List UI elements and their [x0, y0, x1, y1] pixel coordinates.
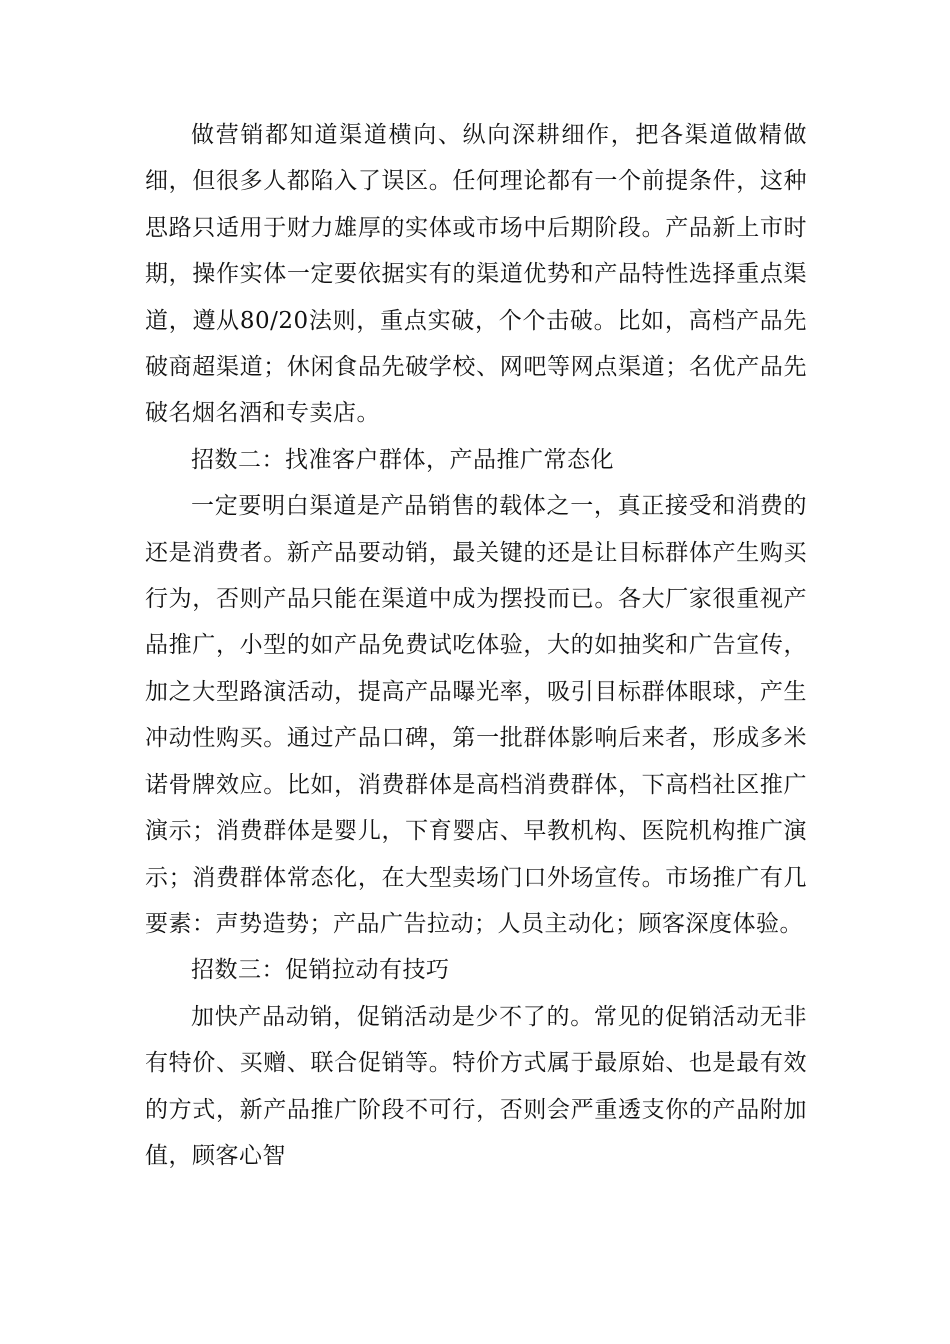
paragraph-target-group: 一定要明白渠道是产品销售的载体之一，真正接受和消费的还是消费者。新产品要动销，最关键的还是让目标群体产生购买行为，否则产品只能在渠道中成为摆投而已。各大厂家很重视产品推广，小型的如产品免费试吃体验，大的如抽奖和广告宣传，加之大型路演活动，提高产品曝光率，吸引目标群体眼球，产生冲动性购买。通过产品口碑，第一批群体影响后来者，形成多米诺骨牌效应。比如，消费群体是高档消费群体，下高档社区推广演示；消费群体是婴儿，下育婴店、早教机构、医院机构推广演示；消费群体常态化，在大型卖场门口外场宣传。市场推广有几要素：声势造势；产品广告拉动；人员主动化；顾客深度体验。 — [145, 493, 807, 937]
section-heading-tactic-three: 招数三：促销拉动有技巧 — [191, 957, 450, 984]
section-heading-tactic-two: 招数二：找准客户群体，产品推广常态化 — [191, 446, 614, 473]
paragraph-channel-focus: 做营销都知道渠道横向、纵向深耕细作，把各渠道做精做细，但很多人都陷入了误区。任何理论都有一个前提条件，这种思路只适用于财力雄厚的实体或市场中后期阶段。产品新上市时期，操作实体一定要依据实有的渠道优势和产品特性选择重点渠道，遵从80/20法则，重点实破，个个击破。比如，高档产品先破商超渠道；休闲食品先破学校、网吧等网点渠道；名优产品先破名烟名酒和专卖店。 — [145, 122, 807, 427]
paragraph-promotion: 加快产品动销，促销活动是少不了的。常见的促销活动无非有特价、买赠、联合促销等。特价方式属于最原始、也是最有效的方式，新产品推广阶段不可行，否则会严重透支你的产品附加值，顾客心智 — [145, 1003, 807, 1169]
document-body — [145, 112, 807, 1179]
